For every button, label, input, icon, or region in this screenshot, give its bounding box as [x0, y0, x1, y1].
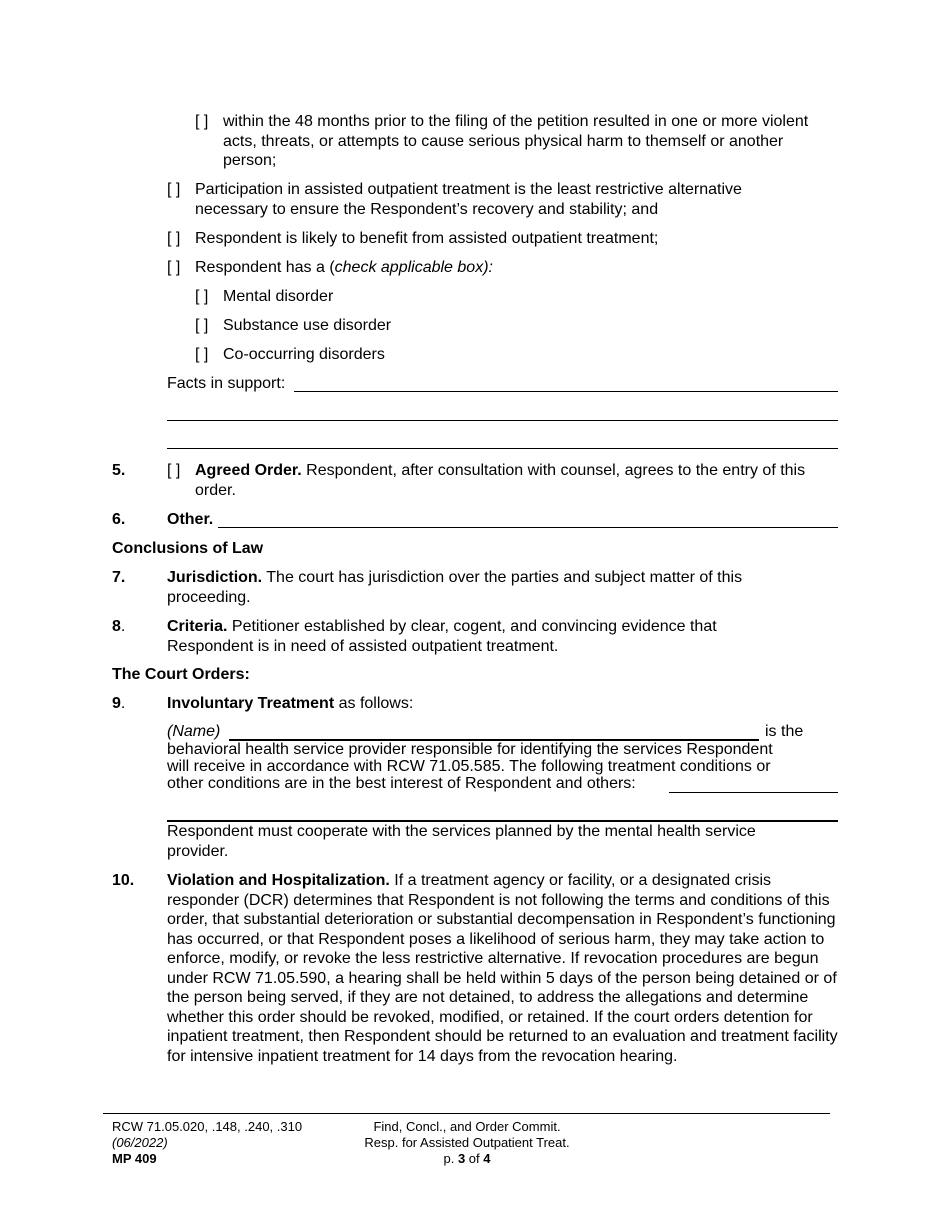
checkbox-co-occurring[interactable]: [ ]	[195, 346, 209, 363]
checkbox-agreed-order[interactable]: [ ]	[167, 462, 181, 479]
item-respondent-has: Respondent has a (check applicable box):	[195, 259, 493, 276]
item-likely-benefit: Respondent is likely to benefit from assisted outpatient treatment;	[195, 230, 659, 247]
section-7-number: 7.	[112, 569, 126, 586]
checkbox-substance-use[interactable]: [ ]	[195, 317, 209, 334]
section-7-text: Jurisdiction. The court has jurisdiction over the parties and subject matter of this proceeding.	[167, 569, 743, 606]
facts-line-2[interactable]	[167, 420, 838, 421]
checkbox-48-months[interactable]: [ ]	[195, 113, 209, 130]
checkbox-mental-disorder[interactable]: [ ]	[195, 288, 209, 305]
checkbox-likely-benefit[interactable]: [ ]	[167, 230, 181, 247]
section-10-text: Violation and Hospitalization. If a treatment agency or facility, or a designated crisis responder (DCR) determines that Respondent is not following the terms and conditions of this order, that substantial deterioration or substantial decompensation in Respondent’s functioning has occurred, or that Respondent poses a likelihood of serious harm, they may take action to enforce, modify, or revoke the less restrictive alternative. If revocation procedures are begun under RCW 71.05.590, a hearing shall be held within 5 days of the person being detained or of the person being served, if they are not detained, to address the allegations and determine whether this order should be revoked, modified, or retained. If the court orders detention for inpatient treatment, then Respondent should be returned to an evaluation and treatment facility for intensive inpatient treatment for 14 days from the revocation hearing.	[167, 872, 838, 1065]
checkbox-least-restrictive[interactable]: [ ]	[167, 181, 181, 198]
section-9-line-2: will receive in accordance with RCW 71.05.585. The following treatment conditions or	[167, 758, 771, 775]
section-8-number: 8.	[112, 618, 126, 635]
is-the-text: is the	[765, 723, 804, 740]
conclusions-heading: Conclusions of Law	[112, 540, 264, 557]
section-5-text: Agreed Order. Respondent, after consultation with counsel, agrees to the entry of this order.	[195, 462, 806, 499]
footer-page-number: p. 3 of 4	[443, 1151, 491, 1166]
section-6-number: 6.	[112, 511, 126, 528]
section-5-number: 5.	[112, 462, 126, 479]
item-48-months: within the 48 months prior to the filing of the petition resulted in one or more violent acts, threats, or attempts to cause serious physical harm to themself or another person;	[223, 113, 809, 169]
name-label: (Name)	[167, 723, 221, 740]
footer-title-1: Find, Concl., and Order Commit.	[373, 1119, 561, 1134]
section-9-title: Involuntary Treatment as follows:	[167, 695, 414, 712]
footer-title-2: Resp. for Assisted Outpatient Treat.	[364, 1135, 570, 1150]
section-9-line-3: other conditions are in the best interest of Respondent and others:	[167, 775, 636, 792]
footer-date: (06/2022)	[112, 1135, 168, 1150]
facts-line-3[interactable]	[167, 448, 838, 449]
conditions-line-1[interactable]	[669, 792, 838, 793]
checkbox-respondent-has[interactable]: [ ]	[167, 259, 181, 276]
facts-in-support-label: Facts in support:	[167, 375, 286, 392]
item-co-occurring: Co-occurring disorders	[223, 346, 385, 363]
section-9-number: 9.	[112, 695, 126, 712]
section-8-text: Criteria. Petitioner established by clear, cogent, and convincing evidence that Respondent is in need of assisted outpatient treatment.	[167, 618, 717, 655]
other-line[interactable]	[218, 527, 838, 528]
section-9-line-1: behavioral health service provider responsible for identifying the services Respondent	[167, 741, 773, 758]
section-6-title: Other.	[167, 511, 214, 528]
section-10-number: 10.	[112, 872, 135, 889]
item-substance-use: Substance use disorder	[223, 317, 392, 334]
footer-rcw: RCW 71.05.020, .148, .240, .310	[112, 1119, 303, 1134]
footer-form-number: MP 409	[112, 1151, 157, 1166]
facts-line-1[interactable]	[294, 391, 838, 392]
court-orders-heading: The Court Orders:	[112, 666, 250, 683]
item-mental-disorder: Mental disorder	[223, 288, 334, 305]
cooperate-text: Respondent must cooperate with the services planned by the mental health service provider.	[167, 823, 756, 860]
item-least-restrictive: Participation in assisted outpatient treatment is the least restrictive alternative necessary to ensure the Respondent’s recovery and stability; and	[195, 181, 742, 218]
footer-rule	[103, 1113, 830, 1114]
